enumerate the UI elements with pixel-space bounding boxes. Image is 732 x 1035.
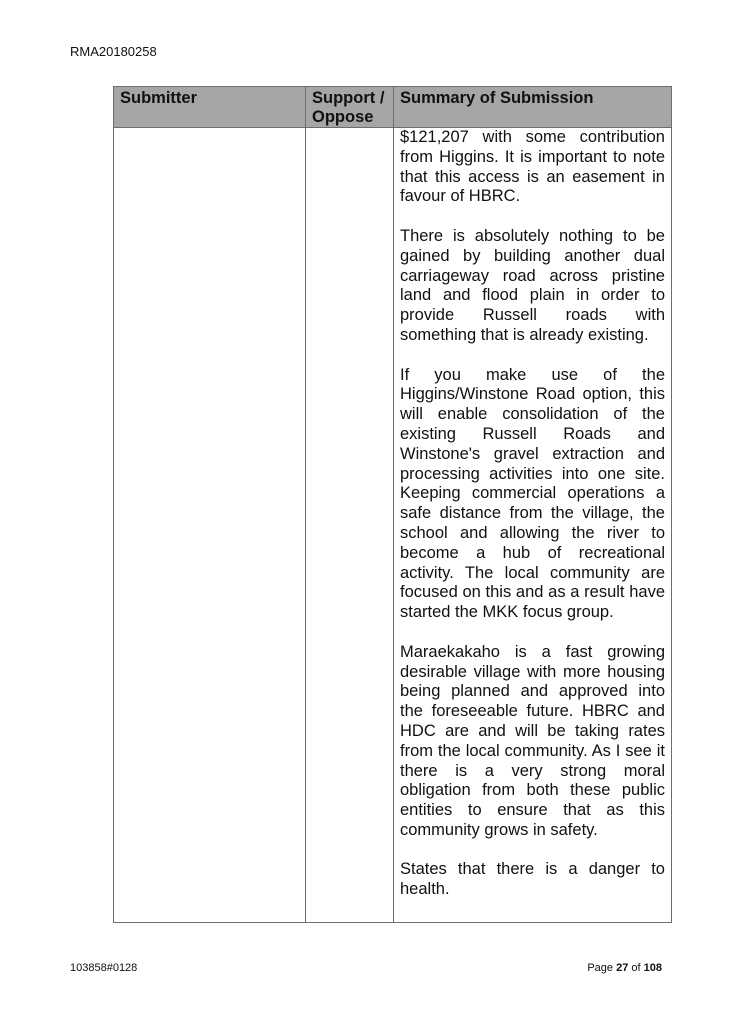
- summary-paragraph: States that there is a danger to health.: [400, 860, 665, 899]
- support-oppose-cell: [306, 128, 394, 923]
- table-row: [114, 128, 672, 923]
- summary-paragraph: Maraekakaho is a fast growing desirable village with more housing being planned and approved into the foreseeable future. HBRC and HDC are and will be taking rates from the local community. As I see it there is a very strong moral obligation from both these public entities to ensure that as this community grows in safety.: [400, 642, 665, 839]
- page-label: Page: [587, 962, 614, 974]
- column-header-submitter: Submitter: [114, 87, 306, 128]
- current-page: 27: [616, 962, 629, 974]
- document-reference: RMA20180258: [70, 44, 157, 59]
- summary-paragraph: $121,207 with some contribution from Higgins. It is important to note that this access is an easement in favour of HBRC.: [400, 128, 665, 206]
- submitter-cell: [114, 128, 306, 923]
- summary-paragraph: There is absolutely nothing to be gained by building another dual carriageway road across pristine land and flood plain in order to provide Russell roads with something that is already existing.: [400, 226, 665, 344]
- column-header-summary: Summary of Submission: [394, 87, 672, 128]
- summary-paragraph: If you make use of the Higgins/Winstone Road option, this will enable consolidation of the existing Russell Roads and Winstone's gravel extraction and processing activities into one site. Keeping commercial operations a safe distance from the village, the school and allowing the river to become a hub of recreational activity. The local community are focused on this and as a result have started the MKK focus group.: [400, 365, 665, 622]
- footer-page-number: [587, 962, 662, 974]
- column-header-support-oppose: Support / Oppose: [306, 87, 394, 128]
- table-header-row: [114, 87, 672, 128]
- submissions-table: [113, 86, 672, 923]
- total-pages: 108: [643, 962, 662, 974]
- page-of-label: of: [631, 962, 641, 974]
- summary-cell: [394, 128, 672, 923]
- footer-document-id: 103858#0128: [70, 962, 138, 974]
